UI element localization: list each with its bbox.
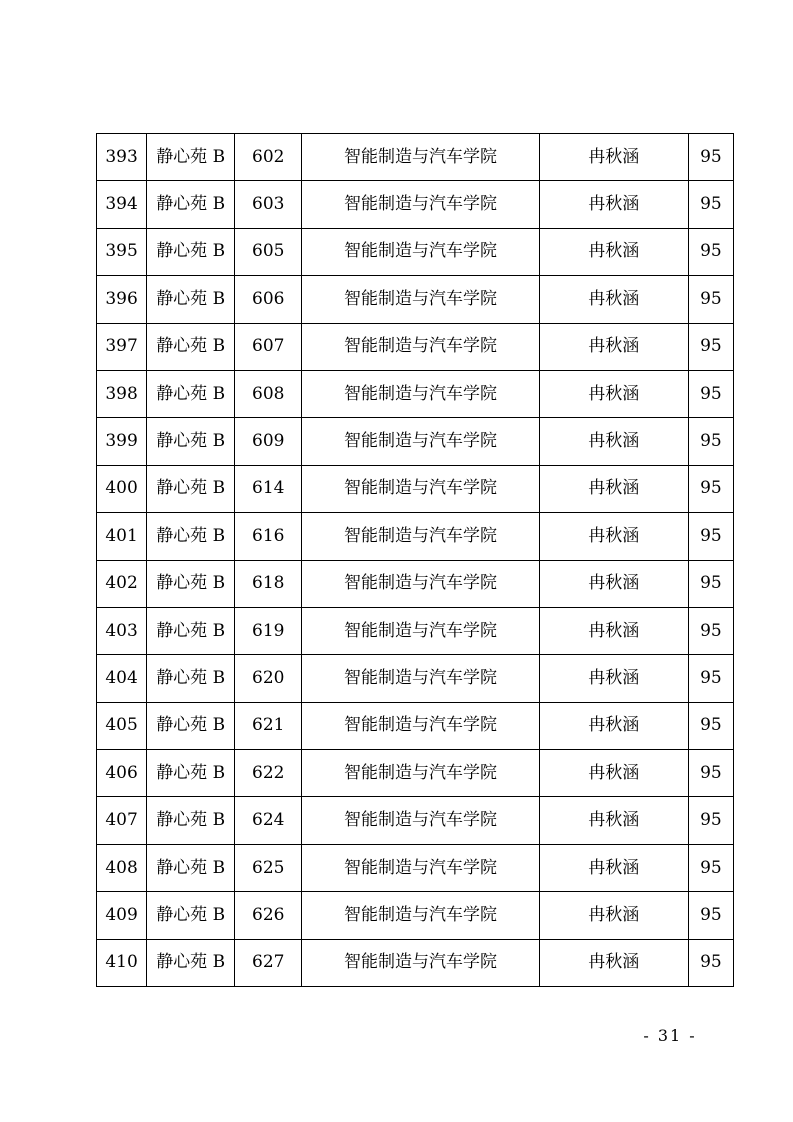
college-cell: 智能制造与汽车学院 [302, 750, 539, 797]
table-row [97, 276, 734, 323]
room-cell: 624 [235, 797, 302, 844]
building-cell: 静心苑 B [147, 513, 235, 560]
row-number-cell: 402 [97, 560, 147, 607]
row-number-cell: 393 [97, 134, 147, 181]
score-cell: 95 [688, 465, 733, 512]
score-cell: 95 [688, 702, 733, 749]
building-cell: 静心苑 B [147, 607, 235, 654]
table-row [97, 465, 734, 512]
page-number: - 31 - [643, 1026, 697, 1045]
room-cell: 608 [235, 370, 302, 417]
college-cell: 智能制造与汽车学院 [302, 607, 539, 654]
college-cell: 智能制造与汽车学院 [302, 655, 539, 702]
name-cell: 冉秋涵 [539, 797, 688, 844]
building-cell: 静心苑 B [147, 276, 235, 323]
row-number-cell: 399 [97, 418, 147, 465]
score-cell: 95 [688, 750, 733, 797]
table-row [97, 702, 734, 749]
table-row [97, 134, 734, 181]
building-cell: 静心苑 B [147, 844, 235, 891]
room-cell: 627 [235, 939, 302, 986]
name-cell: 冉秋涵 [539, 655, 688, 702]
name-cell: 冉秋涵 [539, 181, 688, 228]
table-row [97, 323, 734, 370]
room-cell: 603 [235, 181, 302, 228]
row-number-cell: 401 [97, 513, 147, 560]
room-cell: 606 [235, 276, 302, 323]
room-cell: 625 [235, 844, 302, 891]
building-cell: 静心苑 B [147, 418, 235, 465]
score-cell: 95 [688, 228, 733, 275]
row-number-cell: 405 [97, 702, 147, 749]
table-row [97, 939, 734, 986]
college-cell: 智能制造与汽车学院 [302, 418, 539, 465]
name-cell: 冉秋涵 [539, 513, 688, 560]
score-cell: 95 [688, 370, 733, 417]
score-cell: 95 [688, 560, 733, 607]
building-cell: 静心苑 B [147, 181, 235, 228]
building-cell: 静心苑 B [147, 323, 235, 370]
room-cell: 621 [235, 702, 302, 749]
building-cell: 静心苑 B [147, 797, 235, 844]
college-cell: 智能制造与汽车学院 [302, 892, 539, 939]
table-row [97, 750, 734, 797]
college-cell: 智能制造与汽车学院 [302, 228, 539, 275]
name-cell: 冉秋涵 [539, 276, 688, 323]
row-number-cell: 410 [97, 939, 147, 986]
score-cell: 95 [688, 939, 733, 986]
table-row [97, 844, 734, 891]
building-cell: 静心苑 B [147, 370, 235, 417]
room-cell: 607 [235, 323, 302, 370]
name-cell: 冉秋涵 [539, 560, 688, 607]
row-number-cell: 403 [97, 607, 147, 654]
building-cell: 静心苑 B [147, 134, 235, 181]
room-cell: 620 [235, 655, 302, 702]
room-cell: 605 [235, 228, 302, 275]
table-row [97, 655, 734, 702]
score-cell: 95 [688, 607, 733, 654]
table-row [97, 892, 734, 939]
building-cell: 静心苑 B [147, 560, 235, 607]
table-row [97, 797, 734, 844]
score-cell: 95 [688, 655, 733, 702]
room-cell: 618 [235, 560, 302, 607]
table-row [97, 607, 734, 654]
table-row [97, 513, 734, 560]
score-cell: 95 [688, 134, 733, 181]
room-cell: 622 [235, 750, 302, 797]
college-cell: 智能制造与汽车学院 [302, 465, 539, 512]
score-cell: 95 [688, 323, 733, 370]
college-cell: 智能制造与汽车学院 [302, 560, 539, 607]
college-cell: 智能制造与汽车学院 [302, 370, 539, 417]
college-cell: 智能制造与汽车学院 [302, 276, 539, 323]
table-row [97, 181, 734, 228]
row-number-cell: 394 [97, 181, 147, 228]
college-cell: 智能制造与汽车学院 [302, 181, 539, 228]
name-cell: 冉秋涵 [539, 844, 688, 891]
building-cell: 静心苑 B [147, 939, 235, 986]
college-cell: 智能制造与汽车学院 [302, 513, 539, 560]
score-cell: 95 [688, 276, 733, 323]
name-cell: 冉秋涵 [539, 418, 688, 465]
building-cell: 静心苑 B [147, 228, 235, 275]
name-cell: 冉秋涵 [539, 465, 688, 512]
table-row [97, 418, 734, 465]
table-row [97, 370, 734, 417]
table-body [97, 134, 734, 987]
building-cell: 静心苑 B [147, 465, 235, 512]
room-cell: 602 [235, 134, 302, 181]
row-number-cell: 396 [97, 276, 147, 323]
row-number-cell: 409 [97, 892, 147, 939]
building-cell: 静心苑 B [147, 892, 235, 939]
table-row [97, 228, 734, 275]
college-cell: 智能制造与汽车学院 [302, 134, 539, 181]
name-cell: 冉秋涵 [539, 607, 688, 654]
room-cell: 609 [235, 418, 302, 465]
building-cell: 静心苑 B [147, 750, 235, 797]
score-cell: 95 [688, 844, 733, 891]
row-number-cell: 406 [97, 750, 147, 797]
name-cell: 冉秋涵 [539, 750, 688, 797]
college-cell: 智能制造与汽车学院 [302, 797, 539, 844]
row-number-cell: 400 [97, 465, 147, 512]
college-cell: 智能制造与汽车学院 [302, 844, 539, 891]
score-cell: 95 [688, 892, 733, 939]
college-cell: 智能制造与汽车学院 [302, 939, 539, 986]
name-cell: 冉秋涵 [539, 228, 688, 275]
table-row [97, 560, 734, 607]
row-number-cell: 395 [97, 228, 147, 275]
row-number-cell: 404 [97, 655, 147, 702]
name-cell: 冉秋涵 [539, 939, 688, 986]
score-cell: 95 [688, 513, 733, 560]
room-cell: 626 [235, 892, 302, 939]
building-cell: 静心苑 B [147, 702, 235, 749]
score-cell: 95 [688, 418, 733, 465]
name-cell: 冉秋涵 [539, 702, 688, 749]
score-cell: 95 [688, 181, 733, 228]
room-cell: 614 [235, 465, 302, 512]
name-cell: 冉秋涵 [539, 370, 688, 417]
dormitory-score-table [96, 133, 734, 987]
row-number-cell: 398 [97, 370, 147, 417]
room-cell: 616 [235, 513, 302, 560]
name-cell: 冉秋涵 [539, 323, 688, 370]
name-cell: 冉秋涵 [539, 892, 688, 939]
name-cell: 冉秋涵 [539, 134, 688, 181]
college-cell: 智能制造与汽车学院 [302, 323, 539, 370]
row-number-cell: 408 [97, 844, 147, 891]
score-cell: 95 [688, 797, 733, 844]
row-number-cell: 407 [97, 797, 147, 844]
college-cell: 智能制造与汽车学院 [302, 702, 539, 749]
building-cell: 静心苑 B [147, 655, 235, 702]
row-number-cell: 397 [97, 323, 147, 370]
room-cell: 619 [235, 607, 302, 654]
